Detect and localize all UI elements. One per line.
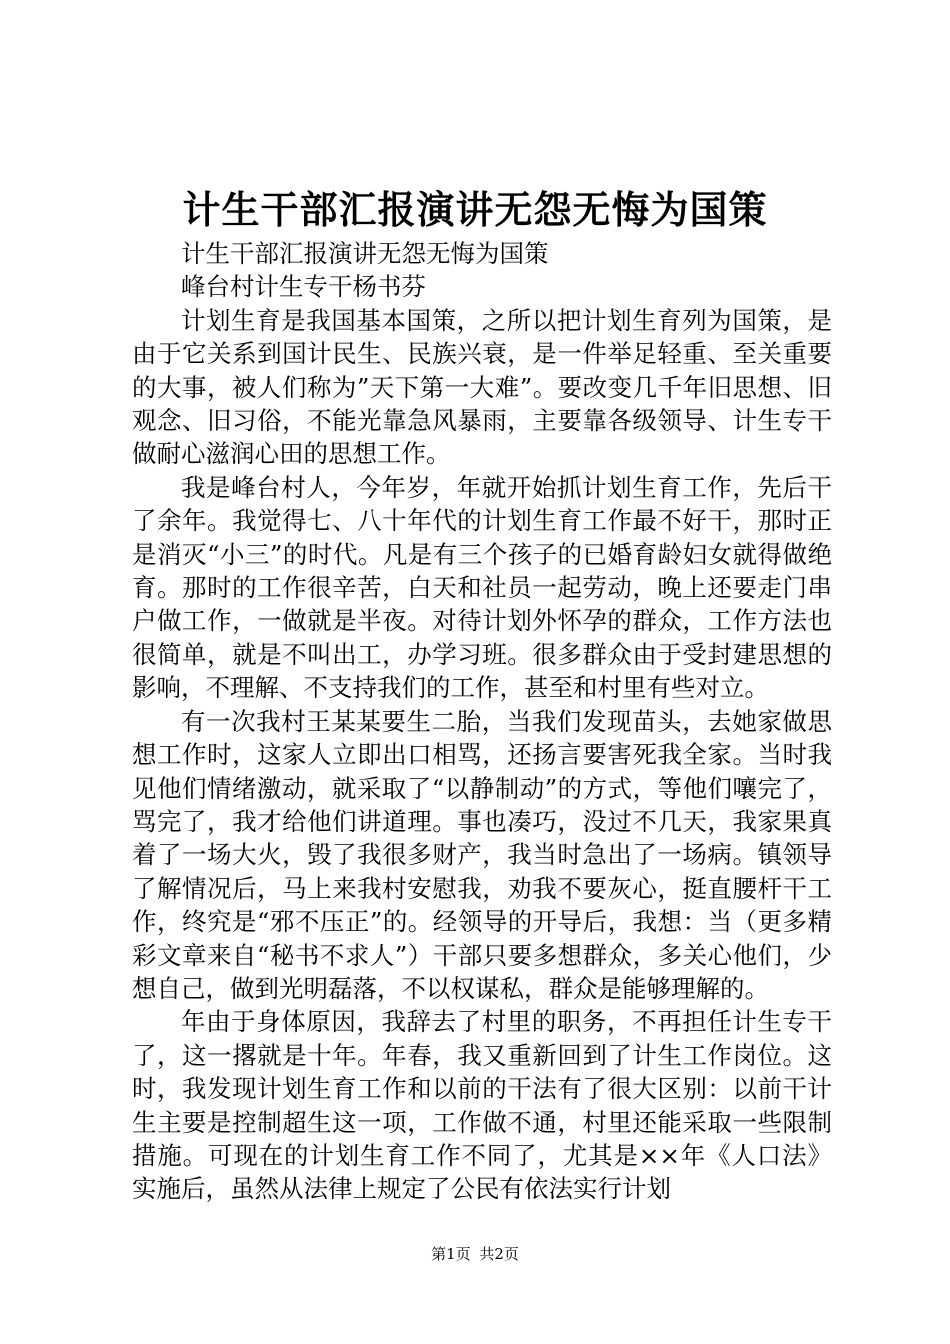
document-body (132, 237, 832, 1206)
paragraph: 年由于身体原因，我辞去了村里的职务，不再担任计生专干了，这一撂就是十年。年春，我又重新回到了计生工作岗位。这时，我发现计划生育工作和以前的干法有了很大区别：以前干计生主要是控制超生这一项，工作做不通，村里还能采取一些限制措施。可现在的计划生育工作不同了，尤其是××年《人口法》实施后，虽然从法律上规定了公民有依法实行计划 (132, 1007, 832, 1204)
document-title: 计生干部汇报演讲无怨无悔为国策 (182, 187, 768, 232)
page-total: 共2页 (479, 1245, 519, 1263)
paragraph: 计划生育是我国基本国策，之所以把计划生育列为国策，是由于它关系到国计民生、民族兴衰，是一件举足轻重、至关重要的大事，被人们称为”天下第一大难”。要改变几千年旧思想、旧观念、旧习俗，不能光靠急风暴雨，主要靠各级领导、计生专干做耐心滋润心田的思想工作。 (132, 305, 832, 469)
paragraph: 有一次我村王某某要生二胎，当我们发现苗头，去她家做思想工作时，这家人立即出口相骂，还扬言要害死我全家。当时我见他们情绪激动，就采取了“以静制动”的方式，等他们嚷完了，骂完了，我才给他们讲道理。事也凑巧，没过不几天，我家果真着了一场大火，毁了我很多财产，我当时急出了一场病。镇领导了解情况后，马上来我村安慰我，劝我不要灰心，挺直腰杆干工作，终究是“邪不压正”的。经领导的开导后，我想：当（更多精彩文章来自“秘书不求人”）干部只要多想群众，多关心他们，少想自己，做到光明磊落，不以权谋私，群众是能够理解的。 (132, 706, 832, 1003)
subtitle-line: 计生干部汇报演讲无怨无悔为国策 (181, 239, 549, 268)
author-line: 峰台村计生专干杨书芬 (181, 272, 426, 302)
page-footer (0, 1244, 950, 1264)
page-number: 第1页 (431, 1245, 471, 1263)
paragraph: 我是峰台村人，今年岁，年就开始抓计划生育工作，先后干了余年。我觉得七、八十年代的计划生育工作最不好干，那时正是消灭“小三”的时代。凡是有三个孩子的已婚育龄妇女就得做绝育。那时的工作很辛苦，白天和社员一起劳动，晚上还要走门串户做工作，一做就是半夜。对待计划外怀孕的群众，工作方法也很简单，就是不叫出工，办学习班。很多群众由于受封建思想的影响，不理解、不支持我们的工作，甚至和村里有些对立。 (132, 472, 832, 703)
